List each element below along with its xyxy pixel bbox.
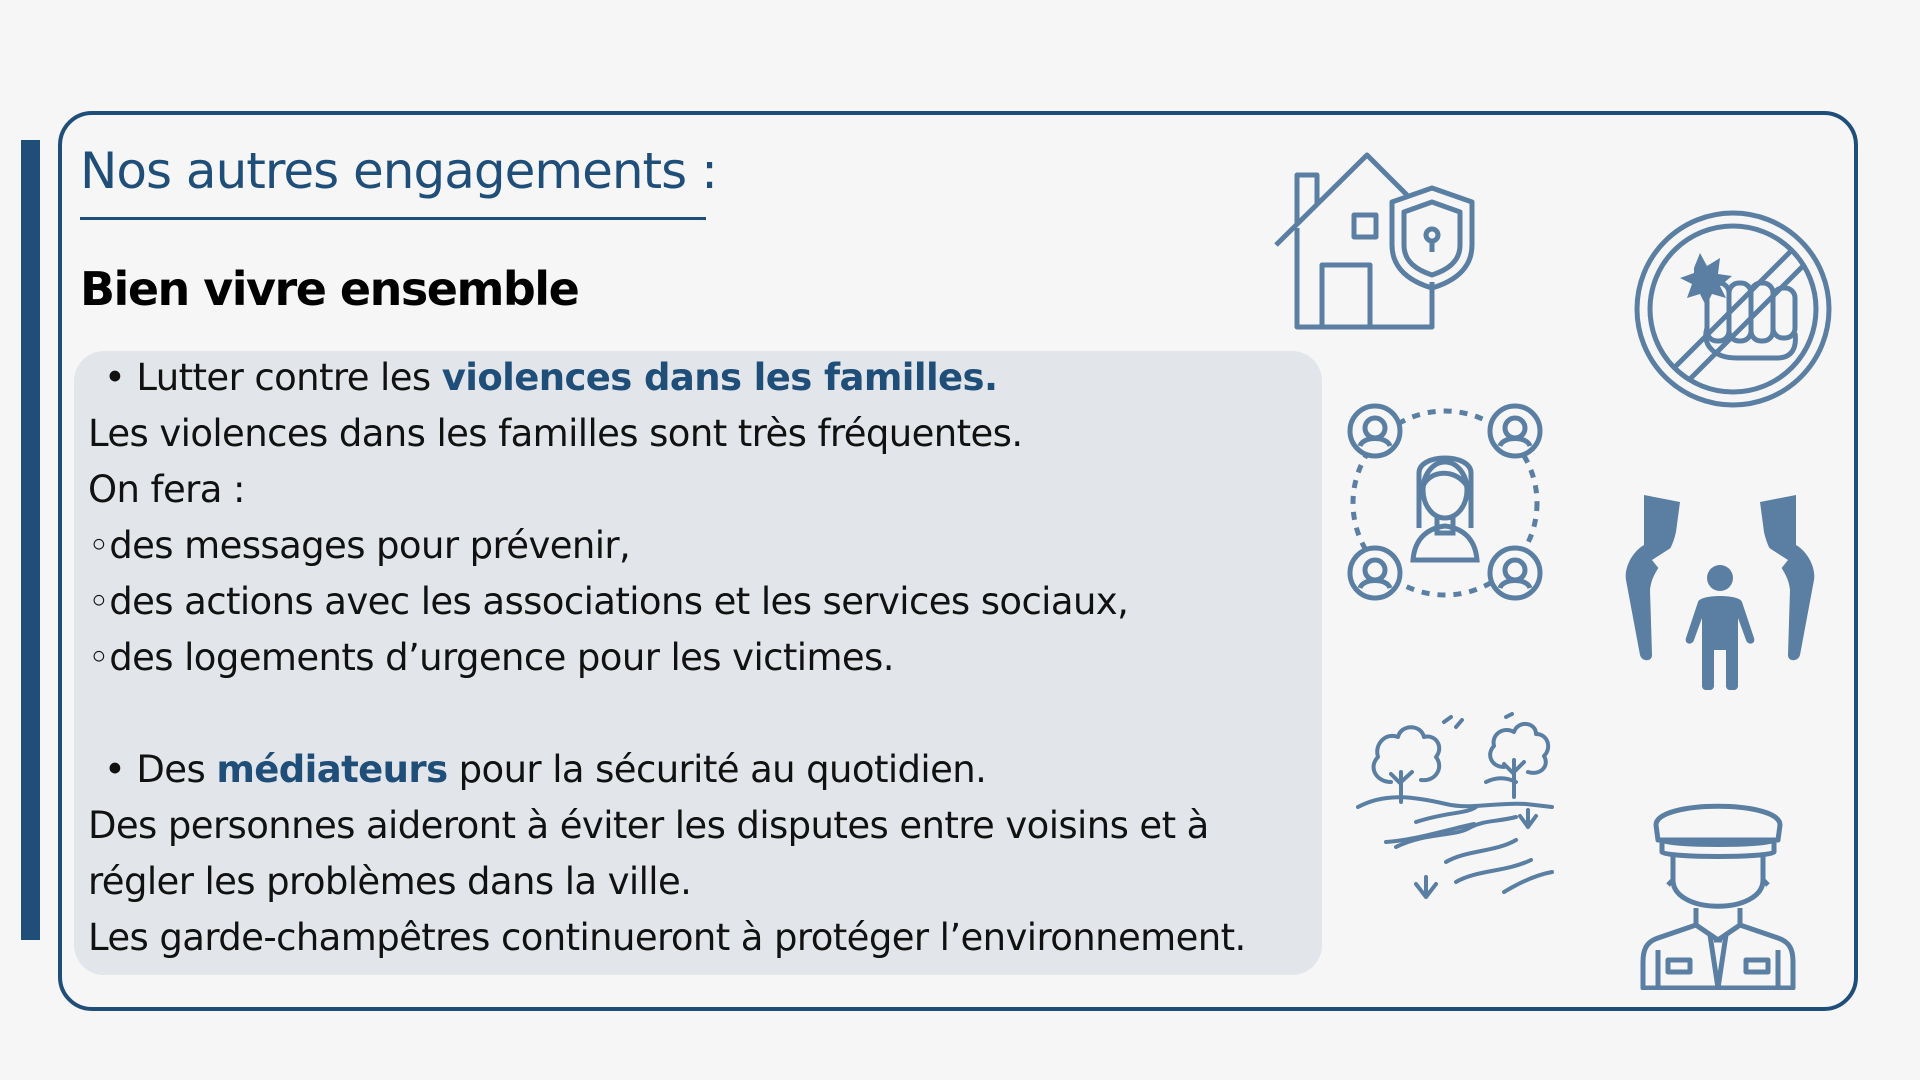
section2-lead <box>104 748 987 791</box>
list-item <box>88 636 894 679</box>
page-title: Nos autres engagements : <box>80 142 717 200</box>
section2-line1: Des personnes aideront à éviter les disputes entre voisins et à <box>88 804 1209 847</box>
list-item-text: des messages pour prévenir, <box>109 524 631 567</box>
section2-lead-highlight: médiateurs <box>216 748 448 791</box>
list-item-text: des logements d’urgence pour les victimes. <box>109 636 894 679</box>
sub-bullet: ◦ <box>88 524 110 567</box>
title-underline <box>80 217 706 220</box>
section1-lead <box>104 356 998 399</box>
bullet: • <box>104 748 126 791</box>
nature-river-icon <box>1356 712 1556 902</box>
police-officer-icon <box>1638 790 1798 990</box>
section2-lead-after: pour la sécurité au quotidien. <box>447 748 987 791</box>
protecting-hands-child-icon <box>1622 490 1818 690</box>
section1-line2: On fera : <box>88 468 245 511</box>
bullet: • <box>104 356 126 399</box>
section1-lead-text: Lutter contre les <box>136 356 442 399</box>
sub-bullet: ◦ <box>88 580 110 623</box>
text-panel <box>74 351 1322 975</box>
section2-line2: régler les problèmes dans la ville. <box>88 860 692 903</box>
section1-line1: Les violences dans les familles sont très fréquentes. <box>88 412 1023 455</box>
no-violence-fist-icon <box>1632 208 1834 410</box>
sub-bullet: ◦ <box>88 636 110 679</box>
house-shield-icon <box>1272 150 1482 330</box>
section1-lead-highlight: violences dans les familles. <box>441 356 998 399</box>
list-item <box>88 524 631 567</box>
list-item <box>88 580 1129 623</box>
section2-line3: Les garde-champêtres continueront à protéger l’environnement. <box>88 916 1246 959</box>
section-subtitle: Bien vivre ensemble <box>80 262 579 316</box>
section2-lead-before: Des <box>136 748 217 791</box>
accent-bar <box>21 140 40 940</box>
woman-support-network-icon <box>1345 398 1545 608</box>
list-item-text: des actions avec les associations et les services sociaux, <box>109 580 1129 623</box>
